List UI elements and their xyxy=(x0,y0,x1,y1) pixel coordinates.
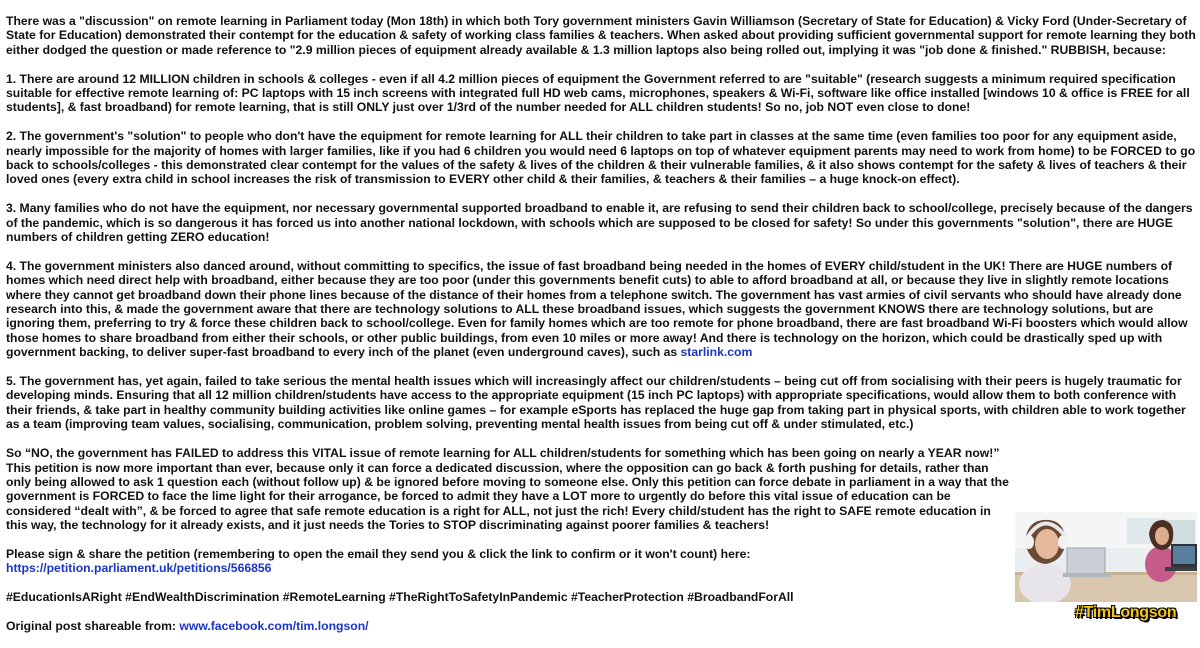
watermark: #TimLongson xyxy=(1075,604,1177,621)
point-2-paragraph: 2. The government's "solution" to people who don't have the equipment for remote learning for ALL their children to take part in classes at the same time (even families too poor for any equipment aside, nearly impossible for the majority of homes with larger families, like if you had 6 children you would need 6 laptops on top of whatever equipment parents may need to work from home) to be FORCED to go back to schools/colleges - this demonstrated clear contempt for the values of the safety & lives of the children & their vulnerable families, & it also shows contempt for the safety & lives of teachers & their loved ones (every extra child in school increases the risk of transmission to EVERY other child & their families, & teachers & their families – a huge knock-on effect). xyxy=(6,129,1196,187)
photo-illustration xyxy=(1015,512,1197,602)
petition-link[interactable]: https://petition.parliament.uk/petitions/566856 xyxy=(6,561,272,576)
petition-text: Please sign & share the petition (remembering to open the email they send you & click the link to confirm or it won't count) here: xyxy=(6,546,751,561)
source-paragraph xyxy=(6,619,1010,633)
hashtags: #EducationIsARight #EndWealthDiscrimination #RemoteLearning #TheRightToSafetyInPandemic #TeacherProtection #BroadbandForAll xyxy=(6,590,794,605)
point-4-paragraph xyxy=(6,259,1198,360)
intro-paragraph: There was a "discussion" on remote learning in Parliament today (Mon 18th) in which both Tory government ministers Gavin Williamson (Secretary of State for Education) & Vicky Ford (Under-Secretary of State for Education) demonstrated their contempt for the education & safety of working class families & teachers. When asked about providing sufficient governmental support for remote learning they both either dodged the question or made reference to "2.9 million pieces of equipment already available & 1.3 million laptops also being rolled out, implying it was "job done & finished." RUBBISH, because: xyxy=(6,14,1196,57)
point-3-paragraph: 3. Many families who do not have the equipment, nor necessary governmental supported broadband to enable it, are refusing to send their children back to school/college, precisely because of the dangers of the pandemic, which is so dangerous it has forced us into another national lockdown, with schools which are supposed to be closed for safety! So under this governments "solution", there are HUGE numbers of children getting ZERO education! xyxy=(6,201,1193,245)
point-1-paragraph: 1. There are around 12 MILLION children in schools & colleges - even if all 4.2 million pieces of equipment the Government referred to are "suitable" (research suggests a minimum required specification suitable for effective remote learning of: PC laptops with 15 inch screens with integrated full HD web cams, microphones, speakers & Wi-Fi, software like office installed [windows 10 & office is FREE for all students], & fast broadband) for remote learning, that is still ONLY just over 1/3rd of the number needed for ALL children students! So no, job NOT even close to done! xyxy=(6,71,1190,115)
petition-paragraph xyxy=(6,547,1010,576)
point-5-paragraph: 5. The government has, yet again, failed to take serious the mental health issues which will increasingly affect our children/students – being cut off from socialising with their peers is hugely traumatic for developing minds. Ensuring that all 12 million children/students have access to the appropriate equipment (15 inch PC laptops) with appropriate specifications, would allow them to both conference with their friends, & take part in healthy community building activities like online games – for example eSports has replaced the huge gap from taking part in physical sports, with children able to work together as a team (improving team values, socialising, communication, problem solving, preventing mental health issues from being cut off & under stimulated, etc.) xyxy=(6,374,1186,432)
point-4-text: 4. The government ministers also danced around, without committing to specifics, the issue of fast broadband being needed in the homes of EVERY child/student in the UK! There are HUGE numbers of homes which need direct help with broadband, either because they are too poor (under this governments benefit cuts) to able to afford broadband at all, or because they live in slightly remote locations where they cannot get broadband down their phone lines because of the distance of their homes from a telephone switch. The government has vast armies of civil servants who should have already done research into this, & made the government aware that there are technology solutions to ALL these broadband issues, which suggests the government KNOWS there are technology solutions, but are ignoring them, preferring to try & force these children back to school/college. Even for family homes which are too remote for phone broadband, there are fast broadband Wi-Fi boosters which would allow those homes to share broadband from either their schools, or other public buildings, from even 10 miles or more away! And there is technology on the horizon, which could be drastically sped up with government backing, to deliver super-fast broadband to every inch of the planet (even underground caves), such as xyxy=(6,258,1188,360)
source-text: Original post shareable from: xyxy=(6,618,180,633)
starlink-link[interactable]: starlink.com xyxy=(680,345,753,360)
children-laptop-photo xyxy=(1015,512,1197,602)
facebook-link[interactable]: www.facebook.com/tim.longson/ xyxy=(179,618,369,633)
conclusion-paragraph: So “NO, the government has FAILED to address this VITAL issue of remote learning for ALL children/students for something which has been going on nearly a YEAR now!” This petition is now more important than ever, because only it can force a dedicated discussion, where the opposition can go back & forth pushing for details, rather than only being allowed to ask 1 question each (without follow up) & be ignored before moving to someone else. Only this petition can force debate in parliament in a way that the government is FORCED to face the lime light for their arrogance, be forced to admit they have a LOT more to urgently do before this vital issue of education can be considered “dealt with”, & be forced to agree that safe remote education is a right for ALL, not just the rich! Every child/student has the right to SAFE remote education in this way, the technology for it already exists, and it just needs the Tories to STOP discriminating against poorer families & teachers! xyxy=(6,446,1009,533)
